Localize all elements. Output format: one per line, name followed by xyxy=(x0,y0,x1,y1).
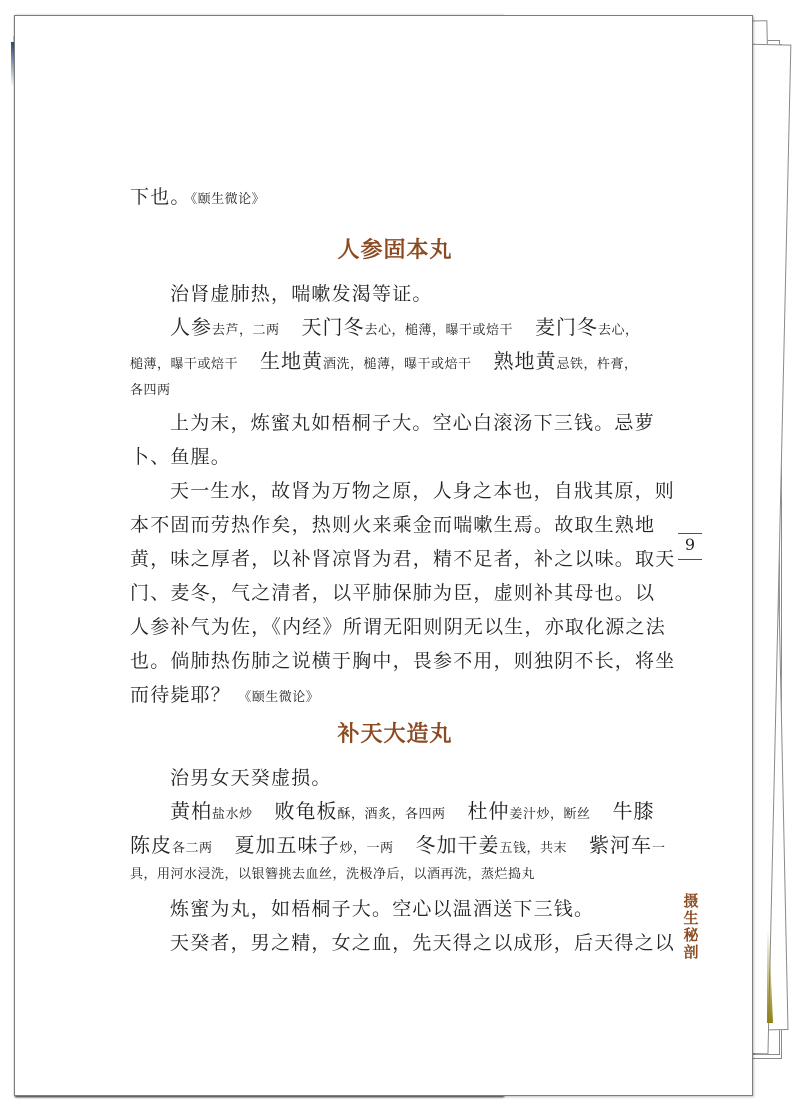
herb-note: 去芦，二两 xyxy=(212,323,280,338)
herb-name: 败龟板 xyxy=(274,799,338,823)
herb-name: 生地黄 xyxy=(260,349,324,373)
ingredient-line xyxy=(130,350,638,376)
herb-note: 盐水炒 xyxy=(212,807,253,822)
running-title-char: 摄 xyxy=(683,892,699,910)
section-title: 人参固本丸 xyxy=(337,238,453,263)
herb-note: 一 xyxy=(652,841,666,856)
citation: 《颐生微论》 xyxy=(238,690,320,705)
herb-name: 夏加五味子 xyxy=(234,833,340,857)
commentary-line: 天癸者，男之精，女之血，先天得之以成形，后天得之以 xyxy=(170,932,676,954)
herb-name: 杜仲 xyxy=(467,799,510,823)
herb-name: 天门冬 xyxy=(301,315,365,339)
running-title-char: 生 xyxy=(683,909,699,927)
ingredient-line xyxy=(130,800,655,826)
running-title-char: 秘 xyxy=(683,926,699,944)
herb-note: 去心，槌薄，曝干或焙干 xyxy=(364,323,514,338)
directions-line: 卜、鱼腥。 xyxy=(130,446,232,468)
herb-name: 紫河车 xyxy=(589,833,653,857)
page-number xyxy=(676,535,704,554)
running-title-char: 剖 xyxy=(683,943,699,961)
herb-name: 麦门冬 xyxy=(535,315,599,339)
directions-line: 上为末，炼蜜丸如梧桐子大。空心白滚汤下三钱。忌萝 xyxy=(170,412,655,434)
herb-note: 酥，酒炙，各四两 xyxy=(337,807,446,822)
herb-note: 各二两 xyxy=(172,841,213,856)
running-title-vertical xyxy=(683,893,699,961)
herb-name: 人参 xyxy=(170,315,212,339)
herb-note: 槌薄，曝干或焙干 xyxy=(130,357,239,372)
commentary-line xyxy=(130,684,319,709)
herb-note: 五钱，共末 xyxy=(499,841,568,856)
herb-note: 忌铁，杵膏， xyxy=(556,357,638,372)
intro-text: 下也。 xyxy=(130,186,191,208)
indication: 治肾虚肺热，喘嗽发渴等证。 xyxy=(170,283,433,305)
ingredient-line: 具，用河水浸洗，以银簪挑去血丝，洗极净后，以酒再洗，蒸烂捣丸 xyxy=(130,867,536,882)
citation: 《颐生微论》 xyxy=(190,192,266,207)
herb-name: 陈皮 xyxy=(130,833,172,857)
herb-name: 黄柏 xyxy=(170,799,212,823)
commentary-line: 也。倘肺热伤肺之说横于胸中，畏参不用，则独阴不长，将坐 xyxy=(130,650,676,672)
commentary-text: 而待毙耶？ xyxy=(130,684,232,706)
intro-line xyxy=(130,186,265,211)
herb-note: 炒，一两 xyxy=(339,841,394,856)
commentary-line: 天一生水，故肾为万物之原，人身之本也，自戕其原，则 xyxy=(170,480,676,502)
page-number-rule xyxy=(678,559,702,560)
section-title: 补天大造丸 xyxy=(337,722,453,747)
commentary-line: 人参补气为佐，《内经》所谓无阳则阴无以生，亦取化源之法 xyxy=(130,616,666,638)
ingredient-line: 各四两 xyxy=(130,383,171,398)
herb-name: 牛膝 xyxy=(612,799,655,823)
directions-line: 炼蜜为丸，如梧桐子大。空心以温酒送下三钱。 xyxy=(170,898,595,920)
commentary-line: 黄，味之厚者，以补肾凉肾为君，精不足者，补之以味。取天 xyxy=(130,548,676,570)
commentary-line: 本不固而劳热作矣，热则火来乘金而喘嗽生焉。故取生熟地 xyxy=(130,514,656,536)
ingredient-line xyxy=(130,834,666,860)
ingredient-line xyxy=(130,316,639,342)
commentary-line: 门、麦冬，气之清者，以平肺保肺为臣，虚则补其母也。以 xyxy=(130,582,656,604)
herb-note: 去心， xyxy=(598,323,639,338)
herb-name: 熟地黄 xyxy=(493,349,557,373)
page-number-text: 9 xyxy=(684,535,696,554)
herb-note: 酒洗，槌薄，曝干或焙干 xyxy=(323,357,472,372)
page-number-rule xyxy=(678,533,702,534)
herb-name: 冬加干姜 xyxy=(415,833,500,857)
herb-note: 姜汁炒，断丝 xyxy=(509,807,591,822)
indication: 治男女天癸虚损。 xyxy=(170,767,332,789)
